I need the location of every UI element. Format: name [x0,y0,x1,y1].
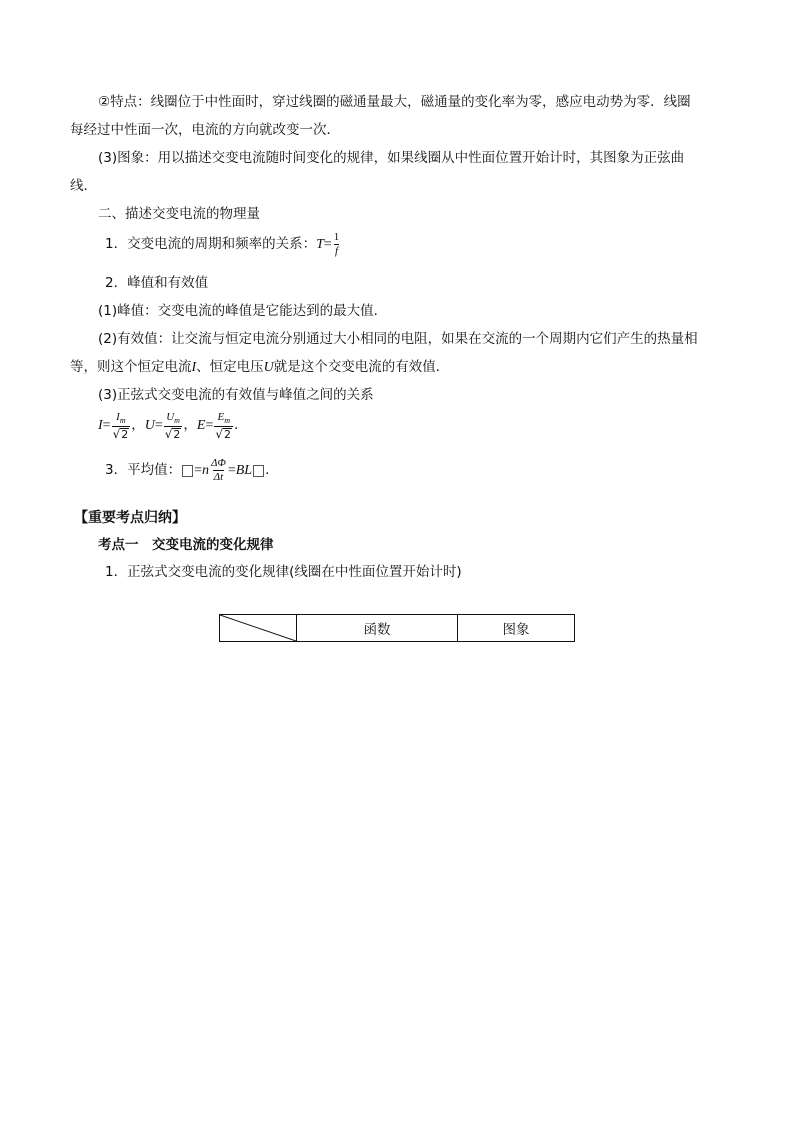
symbol-U: U [144,418,155,434]
equals-sign: = [205,418,214,434]
paragraph-peak: (1)峰值：交变电流的峰值是它能达到的最大值． [98,303,388,319]
fraction-denominator: √ 2 [215,427,232,442]
subheading-peak-effective: 2．峰值和有效值 [105,275,209,291]
equals-sign: = [227,462,236,478]
equals-sign: = [102,418,111,434]
paragraph-graph-line2: 线． [70,178,97,194]
heading-key-points: 【重要考点归纳】 [74,510,186,526]
section-heading: 二、描述交变电流的物理量 [98,206,260,222]
fraction-dphi-over-dt [210,458,227,483]
period: . [265,461,270,478]
paragraph-effective-line2 [70,361,449,375]
paragraph-feature-line2: 每经过中性面一次，电流的方向就改变一次． [70,122,340,138]
paragraph-effective-line1: (2)有效值：让交流与恒定电流分别通过大小相同的电阻，如果在交流的一个周期内它们产生的热量相 [98,331,698,347]
fraction-denominator: f [335,245,339,257]
text-segment: 就是这个交变电流的有效值． [273,359,450,375]
table-header-graph: 图象 [458,615,575,642]
formula-effective-values [98,412,238,440]
paragraph-feature-line1: ②特点：线圈位于中性面时，穿过线圈的磁通量最大，磁通量的变化率为零，感应电动势为零．线圈 [98,94,691,110]
symbol-I: I [191,360,197,375]
fraction-denominator: Δt [213,471,224,483]
table-header-row [220,615,575,642]
equals-sign: = [194,462,202,478]
text-segment: 等，则这个恒定电流 [70,359,192,375]
variation-table [219,614,575,642]
period-frequency-relation [105,232,341,257]
relation-label: 1．交变电流的周期和频率的关系： [105,235,317,252]
symbol-I: I [98,418,103,434]
fraction-Em-over-root2 [214,412,233,440]
diagonal-header-cell [220,615,297,642]
average-label: 3．平均值： [105,461,182,478]
text-segment: 、恒定电压 [196,359,264,375]
fraction-Im-over-root2 [112,412,131,440]
comma: ， [183,417,197,434]
paragraph-sine-rule: 1．正弦式交变电流的变化规律(线圈在中性面位置开始计时) [105,564,462,580]
missing-glyph-icon [253,465,264,477]
fraction-denominator: √ 2 [164,427,181,442]
missing-glyph-icon [182,465,193,477]
table-header-function: 函数 [297,615,458,642]
paragraph-graph-line1: (3)图象：用以描述交变电流随时间变化的规律，如果线圈从中性面位置开始计时，其图象为正弦曲 [98,150,685,166]
symbol-E: E [196,418,206,434]
paragraph-relation: (3)正弦式交变电流的有效值与峰值之间的关系 [98,387,374,403]
symbol-n: n [202,462,209,478]
equals-sign: = [323,236,332,252]
fraction-numerator: ΔΦ [211,457,226,469]
fraction-Um-over-root2 [164,412,183,440]
fraction-one-over-f [333,232,341,257]
fraction-denominator: √ 2 [112,427,129,442]
equals-sign: = [154,418,163,434]
symbol-U: U [263,360,274,375]
symbol-BL: BL [235,462,253,478]
comma: ， [131,417,145,434]
fraction-numerator: $E_m$ [217,411,230,426]
symbol-T: T [316,236,324,252]
fraction-numerator: $I_m$ [116,411,126,426]
average-value-formula [105,458,269,483]
heading-topic-one: 考点一 交变电流的变化规律 [98,537,274,553]
fraction-numerator: $U_m$ [166,411,180,426]
fraction-numerator: 1 [333,231,340,243]
period: . [234,417,239,434]
diagonal-line [220,615,296,641]
